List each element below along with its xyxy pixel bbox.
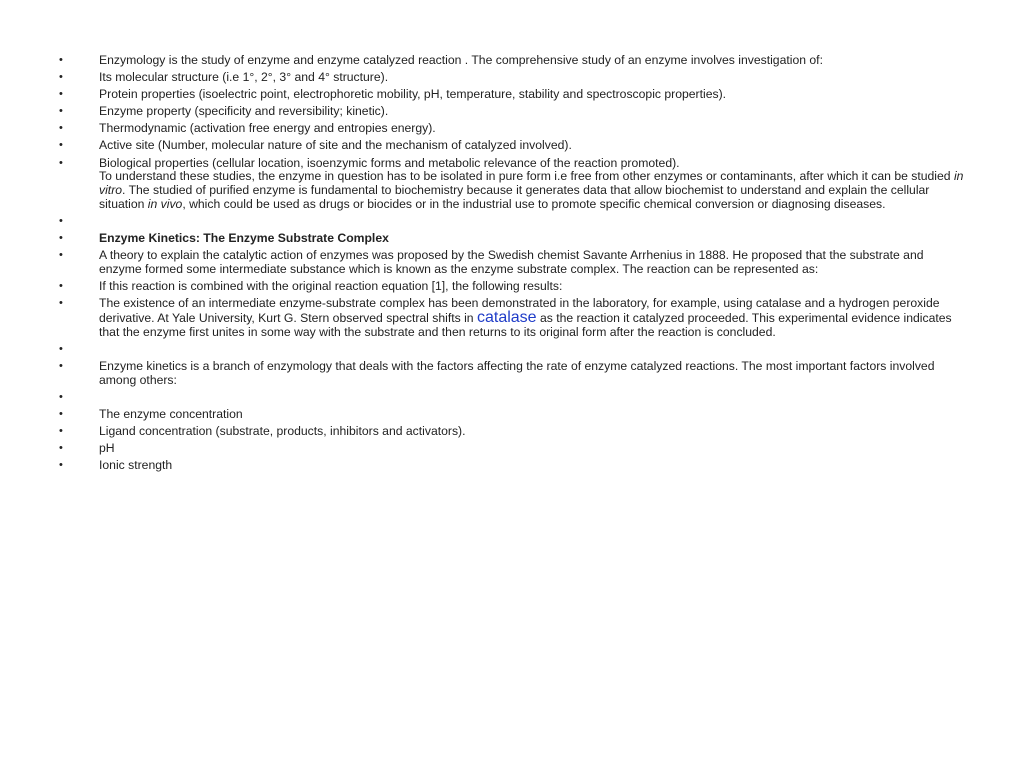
item-text: pH xyxy=(99,441,115,456)
italic-text: in vivo xyxy=(147,196,183,211)
list-item xyxy=(58,71,964,85)
item-text: The enzyme concentration xyxy=(99,406,243,421)
item-text: A theory to explain the catalytic action of enzymes was proposed by the Swedish chemist Savante Arrhenius in 1888. He proposed that the substrate and enzyme formed some intermediate substance which is known as the enzyme substrate complex. The reaction can be represented as: xyxy=(99,248,924,277)
list-item xyxy=(58,297,964,339)
list-item xyxy=(58,88,964,102)
list-item xyxy=(58,157,964,212)
list-item xyxy=(58,280,964,294)
item-text: , which could be used as drugs or biocides or in the industrial use to promote specific chemical conversion or diagnosing diseases. xyxy=(182,196,886,211)
item-text: Enzyme property (specificity and reversibility; kinetic). xyxy=(99,104,389,119)
list-item xyxy=(58,215,964,229)
list-item xyxy=(58,54,964,68)
bullet-icon: • xyxy=(59,297,63,310)
list-item xyxy=(58,360,964,388)
bullet-icon: • xyxy=(59,390,63,403)
list-item xyxy=(58,105,964,119)
bullet-icon: • xyxy=(59,232,63,245)
list-item xyxy=(58,459,964,473)
item-text: Ionic strength xyxy=(99,458,173,473)
list-item xyxy=(58,408,964,422)
bullet-icon: • xyxy=(59,54,63,66)
list-item xyxy=(58,343,964,357)
item-text: If this reaction is combined with the original reaction equation [1], the following results: xyxy=(99,279,563,294)
bullet-icon: • xyxy=(59,71,63,84)
bullet-icon: • xyxy=(59,425,63,438)
list-item xyxy=(58,139,964,153)
bullet-icon: • xyxy=(59,139,63,152)
paragraph xyxy=(99,169,963,211)
item-text: Thermodynamic (activation free energy and entropies energy). xyxy=(99,121,436,136)
bullet-icon: • xyxy=(59,442,63,455)
item-text: Ligand concentration (substrate, products, inhibitors and activators). xyxy=(99,424,466,439)
item-text: as the reaction it catalyzed proceeded. This experimental evidence indicates that the enzyme first unites in some way with the substrate and then returns to its original form after the reaction is concluded. xyxy=(99,311,952,339)
bullet-icon: • xyxy=(59,122,63,135)
section-heading: Enzyme Kinetics: The Enzyme Substrate Complex xyxy=(99,231,389,246)
item-text: . The studied of purified enzyme is fundamental to biochemistry because it generates data that allow biochemist to understand and explain the cellular situation xyxy=(99,183,930,211)
italic-text: in vitro xyxy=(99,169,964,198)
item-text: Biological properties (cellular location, isoenzymic forms and metabolic relevance of the reaction promoted). xyxy=(99,155,680,170)
bullet-icon: • xyxy=(59,249,63,262)
item-text: The existence of an intermediate enzyme-substrate complex has been demonstrated in the laboratory, for example, using catalase and a hydrogen peroxide derivative. At Yale University, Kurt G. Stern observed spectral shifts in xyxy=(99,296,940,326)
bullet-icon: • xyxy=(59,360,63,372)
bullet-icon: • xyxy=(59,280,63,293)
bullet-icon: • xyxy=(59,215,63,228)
bullet-icon: • xyxy=(59,105,63,118)
list-item xyxy=(58,232,964,246)
catalase-link[interactable]: catalase xyxy=(476,309,537,327)
list-item xyxy=(58,425,964,439)
item-text: To understand these studies, the enzyme in question has to be isolated in pure form i.e free from other enzymes or contaminants, after which it can be studied xyxy=(99,169,954,184)
bullet-icon: • xyxy=(59,88,63,101)
item-text: Protein properties (isoelectric point, electrophoretic mobility, pH, temperature, stability and spectroscopic properties). xyxy=(99,87,727,102)
item-text: Active site (Number, molecular nature of site and the mechanism of catalyzed involved). xyxy=(99,138,572,153)
bullet-icon: • xyxy=(59,156,63,169)
bullet-icon: • xyxy=(59,459,63,472)
list-item xyxy=(58,249,964,277)
item-text: Enzymology is the study of enzyme and enzyme catalyzed reaction . The comprehensive study of an enzyme involves investigation of: xyxy=(99,53,823,67)
bullet-list xyxy=(58,54,964,476)
item-text: Enzyme kinetics is a branch of enzymology that deals with the factors affecting the rate of enzyme catalyzed reactions. The most important factors involved among others: xyxy=(99,359,935,387)
list-item xyxy=(58,122,964,136)
list-item xyxy=(58,391,964,405)
bullet-icon: • xyxy=(59,342,63,355)
list-item xyxy=(58,442,964,456)
item-text: Its molecular structure (i.e 1°, 2°, 3° and 4° structure). xyxy=(99,70,389,85)
bullet-icon: • xyxy=(59,407,63,420)
